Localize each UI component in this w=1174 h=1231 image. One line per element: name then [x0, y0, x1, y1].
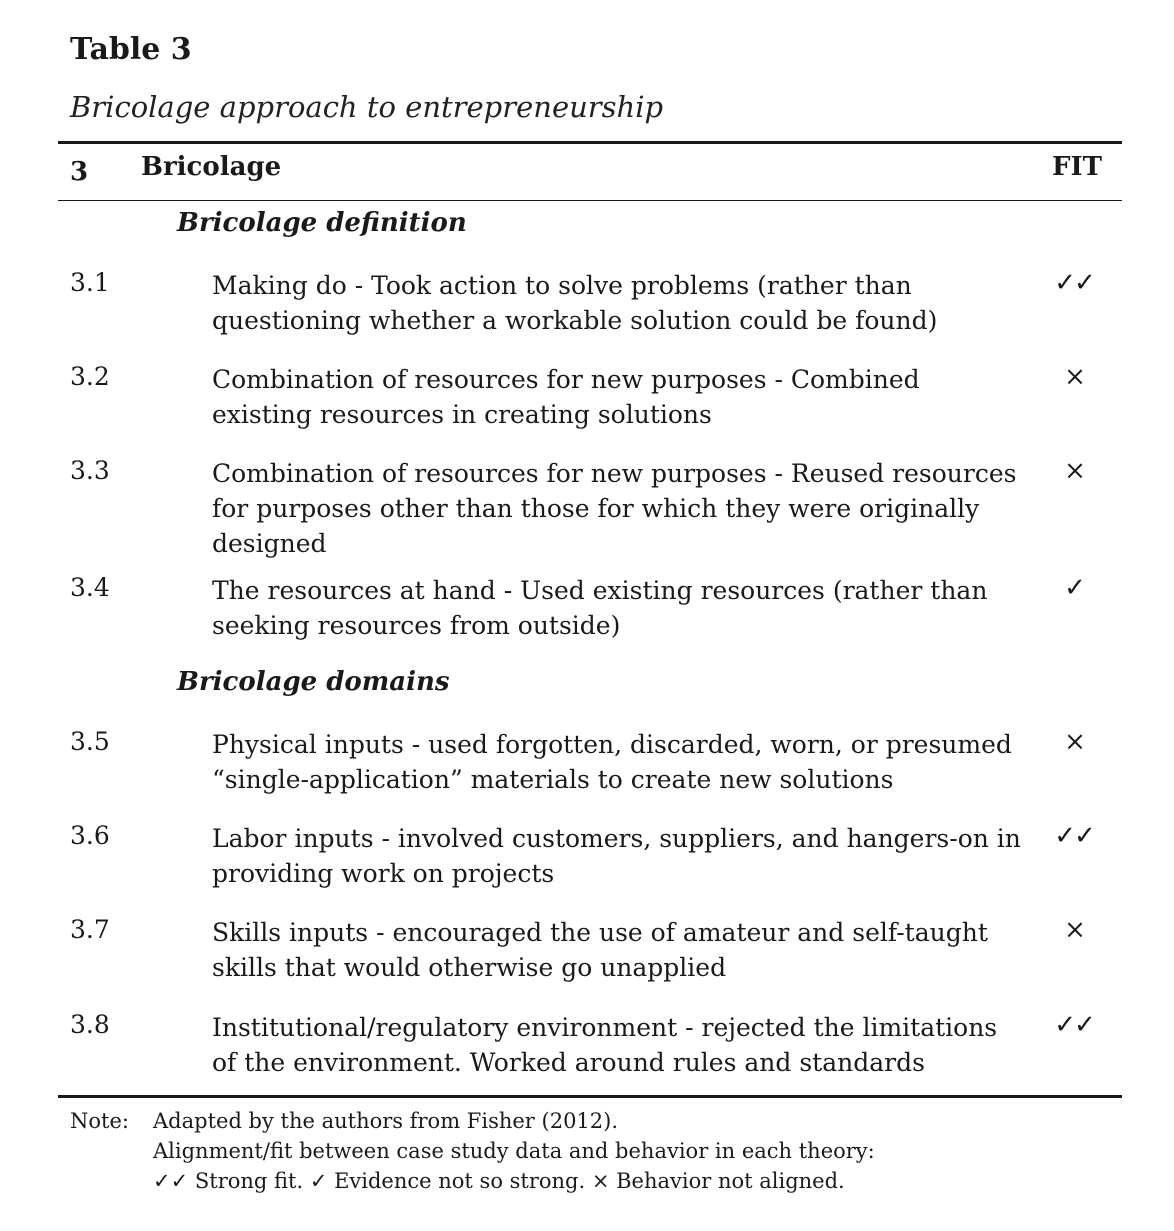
row-number: 3.4 — [70, 573, 110, 602]
row-number: 3.1 — [70, 268, 110, 297]
table-title: Bricolage approach to entrepreneurship — [70, 90, 664, 124]
header-number: 3 — [70, 157, 89, 187]
row-number: 3.5 — [70, 727, 110, 756]
row-number: 3.8 — [70, 1010, 110, 1039]
fit-mark: ✓✓ — [1054, 1010, 1094, 1040]
note-line: ✓✓ Strong fit. ✓ Evidence not so strong. × Behavior not aligned. — [153, 1169, 845, 1193]
note-line: Alignment/fit between case study data and behavior in each theory: — [153, 1139, 875, 1163]
row-number: 3.6 — [70, 821, 110, 850]
section-title-domains: Bricolage domains — [177, 667, 450, 697]
header-rule — [58, 200, 1122, 201]
note-label: Note: — [70, 1109, 129, 1133]
row-text: Skills inputs - encouraged the use of amateur and self-taught skills that would otherwise go unapplied — [212, 918, 988, 982]
fit-mark: × — [1064, 915, 1084, 945]
row-number: 3.2 — [70, 362, 110, 391]
fit-mark: × — [1064, 727, 1084, 757]
row-text: The resources at hand - Used existing resources (rather than seeking resources from outside) — [212, 576, 988, 640]
fit-mark: × — [1064, 456, 1084, 486]
bottom-rule — [58, 1095, 1122, 1098]
row-text: Institutional/regulatory environment - rejected the limitations of the environment. Worked around rules and standards — [212, 1013, 998, 1077]
header-fit: FIT — [1052, 152, 1102, 182]
note-line: Adapted by the authors from Fisher (2012). — [153, 1109, 619, 1133]
fit-mark: ✓ — [1064, 573, 1084, 603]
fit-mark: × — [1064, 362, 1084, 392]
row-text: Physical inputs - used forgotten, discarded, worn, or presumed “single-application” materials to create new solutions — [212, 730, 1012, 794]
section-title-definition: Bricolage definition — [177, 208, 467, 238]
row-text: Making do - Took action to solve problems (rather than questioning whether a workable solution could be found) — [212, 271, 938, 335]
top-rule — [58, 141, 1122, 144]
table-label: Table 3 — [70, 32, 192, 67]
row-number: 3.7 — [70, 915, 110, 944]
row-text: Combination of resources for new purposes - Reused resources for purposes other than those for which they were originally designed — [212, 459, 1017, 558]
row-number: 3.3 — [70, 456, 110, 485]
fit-mark: ✓✓ — [1054, 268, 1094, 298]
fit-mark: ✓✓ — [1054, 821, 1094, 851]
row-text: Combination of resources for new purposes - Combined existing resources in creating solutions — [212, 365, 920, 429]
header-name: Bricolage — [141, 152, 282, 182]
row-text: Labor inputs - involved customers, suppliers, and hangers-on in providing work on projects — [212, 824, 1021, 888]
